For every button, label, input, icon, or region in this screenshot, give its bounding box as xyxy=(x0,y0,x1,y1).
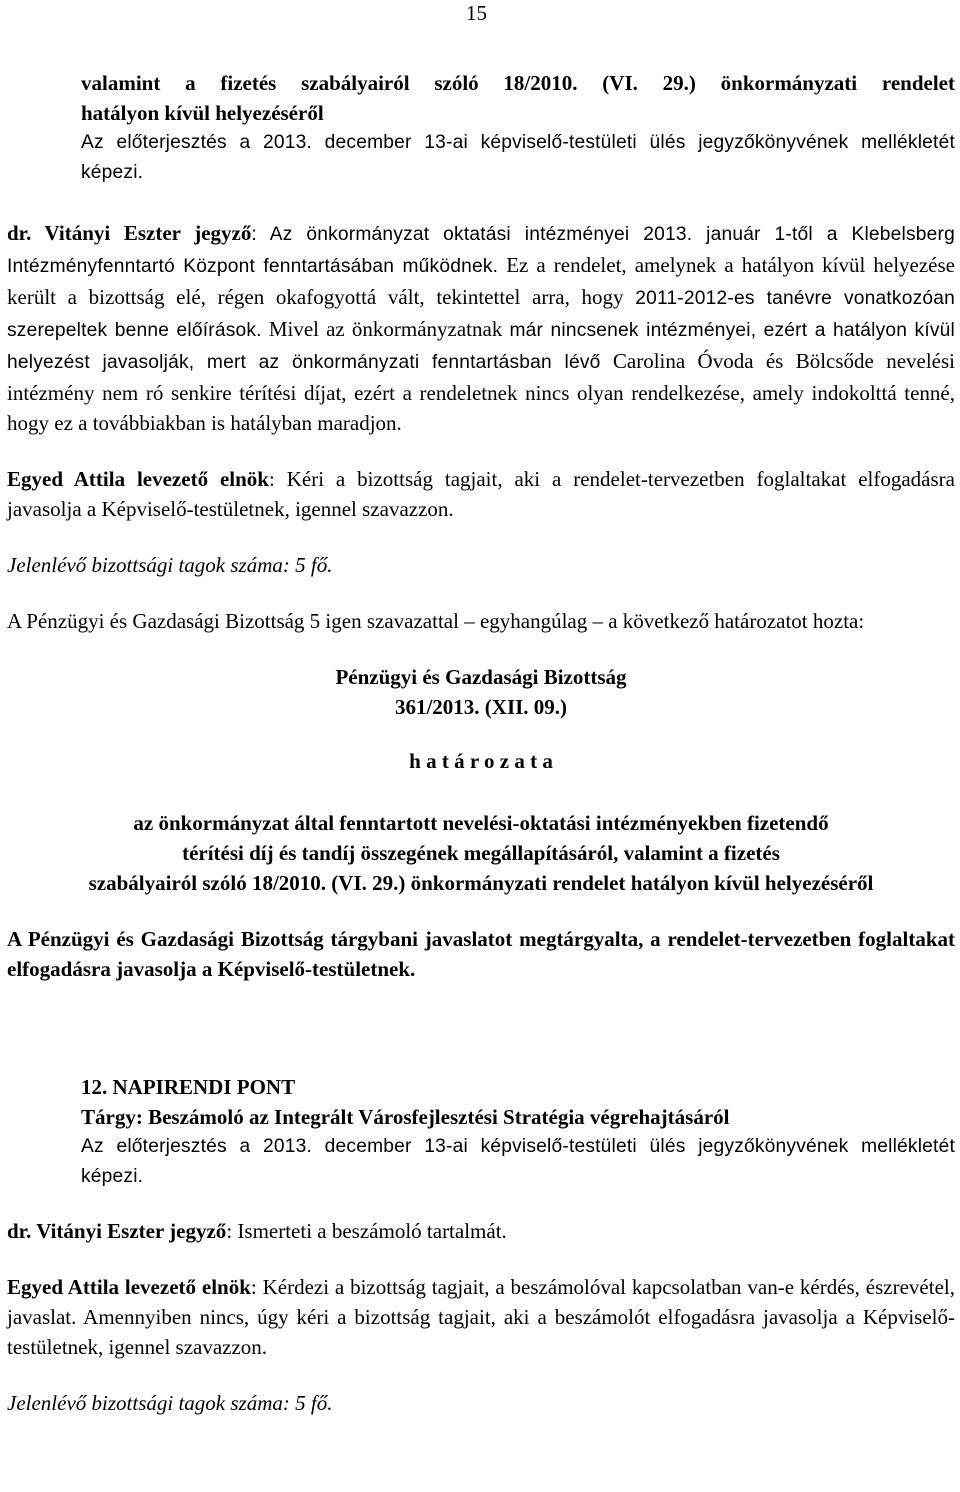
agenda-12-block xyxy=(7,1072,955,1192)
paragraph-elnok-2 xyxy=(7,1272,955,1362)
paragraph-text: : Kérdezi a bizottság tagjait, a beszámolóval kapcsolatban van-e kérdés, észrevétel, javaslat. Amennyiben nincs, úgy kéri a bizottság tagjait, aki a beszámolót elfogadásra javasolja a Képviselő-testületnek, igennel szavazzon. xyxy=(7,1275,955,1359)
resolution-heading: h a t á r o z a t a xyxy=(409,749,553,773)
paragraph-jegyzo xyxy=(7,218,955,438)
paragraph-text: Mivel az önkormányzatnak xyxy=(261,317,510,341)
intro-annex-note: Az előterjesztés a 2013. december 13-ai képviselő-testületi ülés jegyzőkönyvének mellékletét képezi. xyxy=(81,132,955,183)
resolution-number: 361/2013. (XII. 09.) xyxy=(394,695,568,719)
paragraph-text: : Az önkormányzat oktatási intézményei 2013. január 1-től a Klebelsberg Intézményfenntartó Központ fenntartásában működnek. xyxy=(7,224,956,277)
paragraph-text: Carolina Óvoda és Bölcsőde nevelési intézmény nem ró senkire térítési díjat, ezért a rendeletnek nincs olyan rendelkezése, amely indokolttá tenné, hogy ez a továbbiakban is hatályban maradjon. xyxy=(7,349,956,435)
agenda-subject: Tárgy: Beszámoló az Integrált Városfejlesztési Stratégia végrehajtásáról xyxy=(81,1105,730,1129)
agenda-annex-note: Az előterjesztés a 2013. december 13-ai képviselő-testületi ülés jegyzőkönyvének mellékletét képezi. xyxy=(81,1136,955,1187)
paragraph-elnok xyxy=(7,464,955,524)
paragraph-text: : Ismerteti a beszámoló tartalmát. xyxy=(226,1219,507,1243)
speaker-name: Egyed Attila levezető elnök xyxy=(7,467,269,491)
intro-title-line2: hatályon kívül helyezéséről xyxy=(81,101,324,125)
vote-result: A Pénzügyi és Gazdasági Bizottság 5 igen szavazattal – egyhangúlag – a következő határozatot hozta: xyxy=(7,609,865,633)
speaker-name: Egyed Attila levezető elnök xyxy=(7,1275,251,1299)
resolution-decision: A Pénzügyi és Gazdasági Bizottság tárgybani javaslatot megtárgyalta, a rendelet-tervezetben foglaltakat elfogadásra javasolja a Képviselő-testületnek. xyxy=(7,927,955,981)
resolution-subject-line3: szabályairól szóló 18/2010. (VI. 29.) önkormányzati rendelet hatályon kívül helyezéséről xyxy=(88,871,874,895)
resolution-subject-line1: az önkormányzat által fenntartott nevelési-oktatási intézményekben fizetendő xyxy=(133,811,829,835)
paragraph-text: : Kéri a bizottság tagjait, aki a rendelet-tervezetben foglaltakat elfogadásra javasolja a Képviselő-testületnek, igennel szavazzon. xyxy=(7,467,955,521)
resolution-subject-line2: térítési díj és tandíj összegének megállapításáról, valamint a fizetés xyxy=(182,841,780,865)
document-body xyxy=(7,68,955,1418)
resolution-body: Pénzügyi és Gazdasági Bizottság xyxy=(335,665,627,689)
speaker-name: dr. Vitányi Eszter jegyző xyxy=(7,221,252,245)
resolution-block xyxy=(7,662,955,898)
speaker-name: dr. Vitányi Eszter jegyző xyxy=(7,1219,227,1243)
intro-block xyxy=(7,68,955,188)
present-members-2: Jelenlévő bizottsági tagok száma: 5 fő. xyxy=(7,1391,333,1415)
present-members: Jelenlévő bizottsági tagok száma: 5 fő. xyxy=(7,553,333,577)
intro-title-line1: valamint a fizetés szabályairól szóló 18/2010. (VI. 29.) önkormányzati rendelet xyxy=(81,71,955,95)
paragraph-text: Ez a rendelet, amelynek a hatályon kívül helyezése került a bizottság elé, régen okafogyottá vált, tekintettel arra, hogy xyxy=(7,253,955,309)
paragraph-text: 2011-2012-es tanévre vonatkozóan szerepeltek benne előírások. xyxy=(7,288,955,341)
paragraph-text: már nincsenek intézményei, ezért a hatályon kívül helyezést javasolják, mert az önkormányzati fenntartásban lévő xyxy=(7,320,955,373)
paragraph-jegyzo-2 xyxy=(7,1216,955,1246)
page-number: 15 xyxy=(466,1,487,25)
agenda-heading: 12. NAPIRENDI PONT xyxy=(81,1075,296,1099)
